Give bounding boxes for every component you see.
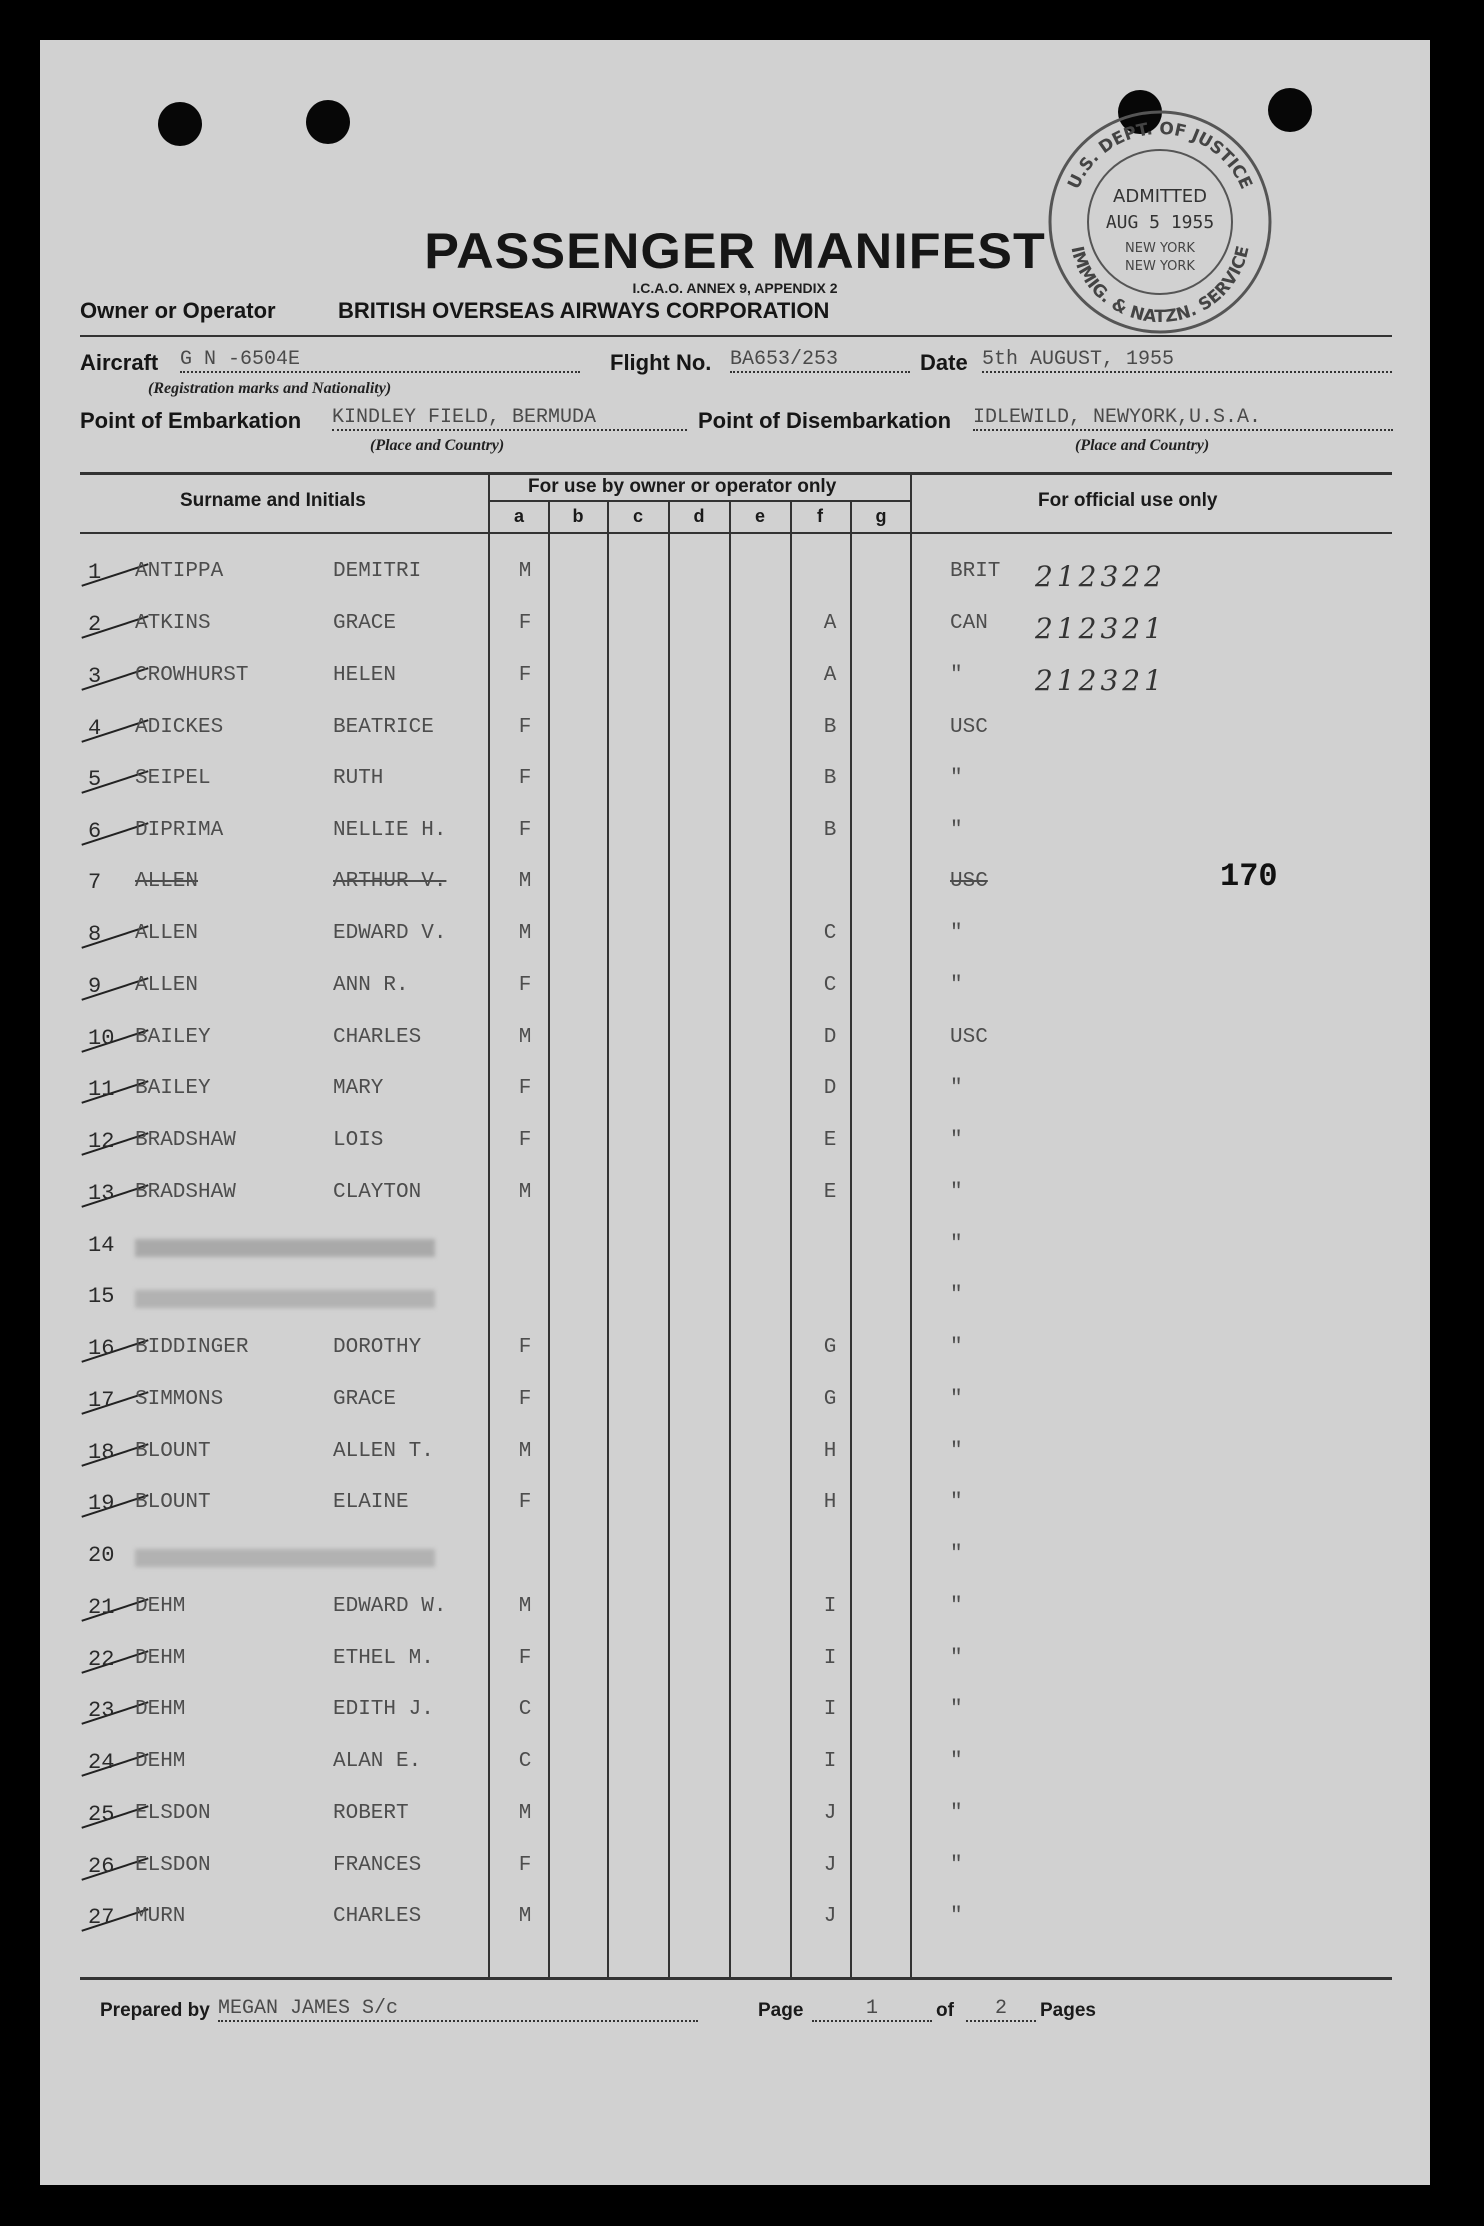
disembark-label: Point of Disembarkation	[698, 408, 952, 433]
group: J	[823, 1802, 837, 1825]
table-bottom-rule	[80, 1977, 1392, 1980]
sex: F	[518, 1854, 532, 1877]
group: H	[823, 1491, 837, 1514]
group: A	[823, 612, 837, 635]
group: E	[823, 1129, 837, 1152]
official-code: "	[950, 1854, 963, 1877]
table-header-rule	[80, 532, 1392, 534]
punch-hole	[158, 102, 202, 146]
group: I	[823, 1647, 837, 1670]
row-number: 11	[88, 1077, 115, 1102]
official-code: "	[950, 1802, 963, 1825]
sex: F	[518, 819, 532, 842]
svg-text:U.S. DEPT. OF JUSTICE	[1064, 119, 1256, 193]
group: G	[823, 1388, 837, 1411]
official-code: "	[950, 1077, 963, 1100]
aircraft-label: Aircraft	[80, 350, 159, 375]
given-name: CLAYTON	[333, 1181, 422, 1204]
col-letter-f: f	[817, 506, 823, 526]
sex: F	[518, 1491, 532, 1514]
group: B	[823, 767, 837, 790]
given-name: ETHEL M.	[333, 1647, 434, 1670]
surname: ELSDON	[135, 1802, 211, 1825]
of-value: 2	[966, 1997, 1036, 2022]
group: D	[823, 1026, 837, 1049]
sex: F	[518, 612, 532, 635]
sex: F	[518, 664, 532, 687]
official-code: "	[950, 1284, 963, 1307]
table-row	[40, 1440, 1430, 1476]
sex: F	[518, 1077, 532, 1100]
page-subtitle: I.C.A.O. ANNEX 9, APPENDIX 2	[632, 280, 838, 296]
page-title: PASSENGER MANIFEST	[424, 223, 1046, 279]
group: C	[823, 974, 837, 997]
given-name: ARTHUR V.	[333, 870, 447, 893]
table-row	[40, 1077, 1430, 1113]
surname: BRADSHAW	[135, 1181, 236, 1204]
col-letter-d: d	[693, 506, 705, 526]
row-number: 9	[88, 974, 102, 999]
prepared-label: Prepared by	[100, 2000, 210, 2021]
group: H	[823, 1440, 837, 1463]
sex: M	[518, 1802, 532, 1825]
row-number: 16	[88, 1336, 115, 1361]
table-row	[40, 1698, 1430, 1734]
page-value: 1	[812, 1997, 932, 2022]
group: I	[823, 1595, 837, 1618]
given-name: EDWARD W.	[333, 1595, 447, 1618]
surname: BAILEY	[135, 1077, 211, 1100]
sex: C	[518, 1698, 532, 1721]
group: J	[823, 1854, 837, 1877]
table-row	[40, 1854, 1430, 1890]
given-name: BEATRICE	[333, 716, 434, 739]
col-name-header: Surname and Initials	[180, 490, 366, 511]
given-name: EDITH J.	[333, 1698, 434, 1721]
surname: ALLEN	[135, 974, 199, 997]
official-code: "	[950, 1750, 963, 1773]
page-label: Page	[758, 2000, 804, 2021]
surname: CROWHURST	[135, 664, 249, 687]
redacted-name	[135, 1239, 435, 1257]
group: A	[823, 664, 837, 687]
col-letter-b: b	[572, 506, 584, 526]
table-row	[40, 716, 1430, 752]
official-code: "	[950, 1905, 963, 1928]
given-name: ROBERT	[333, 1802, 409, 1825]
subheader-rule	[488, 500, 912, 502]
row-number: 27	[88, 1905, 115, 1930]
table-row	[40, 1388, 1430, 1424]
col-letter-e: e	[754, 506, 765, 526]
official-code: "	[950, 819, 963, 842]
official-code: "	[950, 1647, 963, 1670]
row-number: 6	[88, 819, 102, 844]
table-row	[40, 1336, 1430, 1372]
given-name: ANN R.	[333, 974, 409, 997]
stamp-center-2: AUG 5 1955	[1105, 212, 1215, 233]
official-code: "	[950, 664, 963, 687]
row-number: 12	[88, 1129, 115, 1154]
group: B	[823, 716, 837, 739]
table-row	[40, 560, 1430, 596]
official-code: USC	[950, 1026, 988, 1049]
official-code: "	[950, 1440, 963, 1463]
given-name: GRACE	[333, 1388, 397, 1411]
date-label: Date	[920, 350, 968, 375]
sex: M	[518, 1440, 532, 1463]
given-name: HELEN	[333, 664, 397, 687]
sex: F	[518, 1647, 532, 1670]
row-number: 3	[88, 664, 102, 689]
table-row	[40, 1647, 1430, 1683]
margin-note: 170	[1220, 858, 1278, 895]
flight-label: Flight No.	[610, 350, 712, 375]
redacted-name	[135, 1290, 435, 1308]
sex: M	[518, 1026, 532, 1049]
surname: DEHM	[135, 1698, 186, 1721]
table-row	[40, 1750, 1430, 1786]
row-number: 7	[88, 870, 102, 895]
given-name: ALAN E.	[333, 1750, 422, 1773]
table-row	[40, 767, 1430, 803]
stamp-bottom-text: IMMIG. & NATZN. SERVICE	[1066, 244, 1254, 328]
stamp-center-1: ADMITTED	[1113, 186, 1207, 207]
surname: DIPRIMA	[135, 819, 224, 842]
handwritten-number: 212321	[1035, 612, 1166, 645]
official-code: USC	[950, 870, 988, 893]
stamp-top-text: U.S. DEPT. OF JUSTICE	[1064, 118, 1256, 193]
surname: DEHM	[135, 1647, 186, 1670]
given-name: LOIS	[333, 1129, 384, 1152]
official-code: "	[950, 1233, 963, 1256]
sex: M	[518, 870, 532, 893]
official-code: "	[950, 767, 963, 790]
official-code: "	[950, 1595, 963, 1618]
table-top-rule	[80, 472, 1392, 475]
row-number: 18	[88, 1440, 115, 1465]
disembark-value: IDLEWILD, NEWYORK,U.S.A.	[973, 406, 1393, 431]
embark-note: (Place and Country)	[370, 437, 505, 454]
col-official-header: For official use only	[1038, 490, 1218, 511]
row-number: 17	[88, 1388, 115, 1413]
punch-hole	[306, 100, 350, 144]
row-number: 25	[88, 1802, 115, 1827]
row-number: 2	[88, 612, 102, 637]
surname: ALLEN	[135, 870, 199, 893]
surname: DEHM	[135, 1750, 186, 1773]
surname: BAILEY	[135, 1026, 211, 1049]
surname: ADICKES	[135, 716, 224, 739]
surname: SIMMONS	[135, 1388, 224, 1411]
stamp-center-3: NEW YORK	[1125, 241, 1195, 256]
sex: F	[518, 767, 532, 790]
col-letter-c: c	[632, 506, 643, 526]
surname: ALLEN	[135, 922, 199, 945]
surname: ATKINS	[135, 612, 211, 635]
aircraft-value: G N -6504E	[180, 348, 580, 373]
col-owner-header: For use by owner or operator only	[528, 476, 837, 497]
sex: F	[518, 1388, 532, 1411]
surname: MURN	[135, 1905, 186, 1928]
given-name: DEMITRI	[333, 560, 422, 583]
given-name: NELLIE H.	[333, 819, 447, 842]
given-name: ALLEN T.	[333, 1440, 434, 1463]
aircraft-note: (Registration marks and Nationality)	[148, 380, 392, 397]
row-number: 26	[88, 1854, 115, 1879]
sex: C	[518, 1750, 532, 1773]
col-letter-g: g	[875, 506, 887, 526]
sex: F	[518, 974, 532, 997]
stamp-center-4: NEW YORK	[1125, 259, 1195, 274]
official-code: BRIT	[950, 560, 1001, 583]
embark-value: KINDLEY FIELD, BERMUDA	[332, 406, 687, 431]
row-number: 24	[88, 1750, 115, 1775]
table-row	[40, 1595, 1430, 1631]
divider	[80, 335, 1392, 337]
surname: BLOUNT	[135, 1491, 211, 1514]
given-name: RUTH	[333, 767, 384, 790]
owner-value: BRITISH OVERSEAS AIRWAYS CORPORATION	[338, 298, 830, 323]
given-name: DOROTHY	[333, 1336, 422, 1359]
prepared-value: MEGAN JAMES S/c	[218, 1997, 698, 2022]
surname: BLOUNT	[135, 1440, 211, 1463]
flight-value: BA653/253	[730, 348, 910, 373]
table-row	[40, 974, 1430, 1010]
surname: ANTIPPA	[135, 560, 224, 583]
redacted-name	[135, 1549, 435, 1567]
official-code: CAN	[950, 612, 988, 635]
group: E	[823, 1181, 837, 1204]
row-number: 1	[88, 560, 102, 585]
given-name: MARY	[333, 1077, 384, 1100]
given-name: FRANCES	[333, 1854, 422, 1877]
sex: F	[518, 1129, 532, 1152]
owner-label: Owner or Operator	[80, 298, 276, 323]
table-row	[40, 1491, 1430, 1527]
table-row	[40, 819, 1430, 855]
sex: M	[518, 1905, 532, 1928]
group: J	[823, 1905, 837, 1928]
row-number: 15	[88, 1284, 115, 1309]
group: C	[823, 922, 837, 945]
row-number: 4	[88, 716, 102, 741]
official-code: "	[950, 1388, 963, 1411]
group: G	[823, 1336, 837, 1359]
sex: F	[518, 716, 532, 739]
pages-label: Pages	[1040, 2000, 1096, 2021]
row-number: 10	[88, 1026, 115, 1051]
row-number: 5	[88, 767, 102, 792]
group: I	[823, 1750, 837, 1773]
sex: M	[518, 922, 532, 945]
official-code: "	[950, 1129, 963, 1152]
surname: BIDDINGER	[135, 1336, 249, 1359]
group: B	[823, 819, 837, 842]
surname: DEHM	[135, 1595, 186, 1618]
surname: ELSDON	[135, 1854, 211, 1877]
given-name: CHARLES	[333, 1026, 422, 1049]
given-name: EDWARD V.	[333, 922, 447, 945]
given-name: GRACE	[333, 612, 397, 635]
official-code: "	[950, 974, 963, 997]
table-row	[40, 1026, 1430, 1062]
table-row	[40, 922, 1430, 958]
sex: M	[518, 560, 532, 583]
col-letter-a: a	[513, 506, 524, 526]
sex: M	[518, 1181, 532, 1204]
embark-label: Point of Embarkation	[80, 408, 302, 433]
official-code: "	[950, 1181, 963, 1204]
official-code: "	[950, 922, 963, 945]
surname: BRADSHAW	[135, 1129, 236, 1152]
row-number: 19	[88, 1491, 115, 1516]
official-code: "	[950, 1698, 963, 1721]
official-code: "	[950, 1491, 963, 1514]
group: D	[823, 1077, 837, 1100]
handwritten-number: 212321	[1035, 664, 1166, 697]
row-number: 21	[88, 1595, 115, 1620]
surname: SEIPEL	[135, 767, 211, 790]
table-row	[40, 664, 1430, 700]
manifest-sheet	[40, 40, 1430, 2185]
table-row	[40, 1233, 1430, 1269]
sex: M	[518, 1595, 532, 1618]
row-number: 20	[88, 1543, 115, 1568]
official-code: "	[950, 1543, 963, 1566]
table-row	[40, 1543, 1430, 1579]
table-row	[40, 612, 1430, 648]
table-row	[40, 1181, 1430, 1217]
group: I	[823, 1698, 837, 1721]
table-row	[40, 1802, 1430, 1838]
table-row	[40, 1284, 1430, 1320]
handwritten-number: 212322	[1035, 560, 1166, 593]
sex: F	[518, 1336, 532, 1359]
row-number: 22	[88, 1647, 115, 1672]
of-label: of	[936, 2000, 954, 2021]
table-row	[40, 1129, 1430, 1165]
official-code: "	[950, 1336, 963, 1359]
table-row	[40, 1905, 1430, 1941]
given-name: ELAINE	[333, 1491, 409, 1514]
row-number: 8	[88, 922, 102, 947]
date-value: 5th AUGUST, 1955	[982, 348, 1392, 373]
row-number: 23	[88, 1698, 115, 1723]
row-number: 14	[88, 1233, 115, 1258]
official-code: USC	[950, 716, 988, 739]
disembark-note: (Place and Country)	[1075, 437, 1210, 454]
given-name: CHARLES	[333, 1905, 422, 1928]
row-number: 13	[88, 1181, 115, 1206]
